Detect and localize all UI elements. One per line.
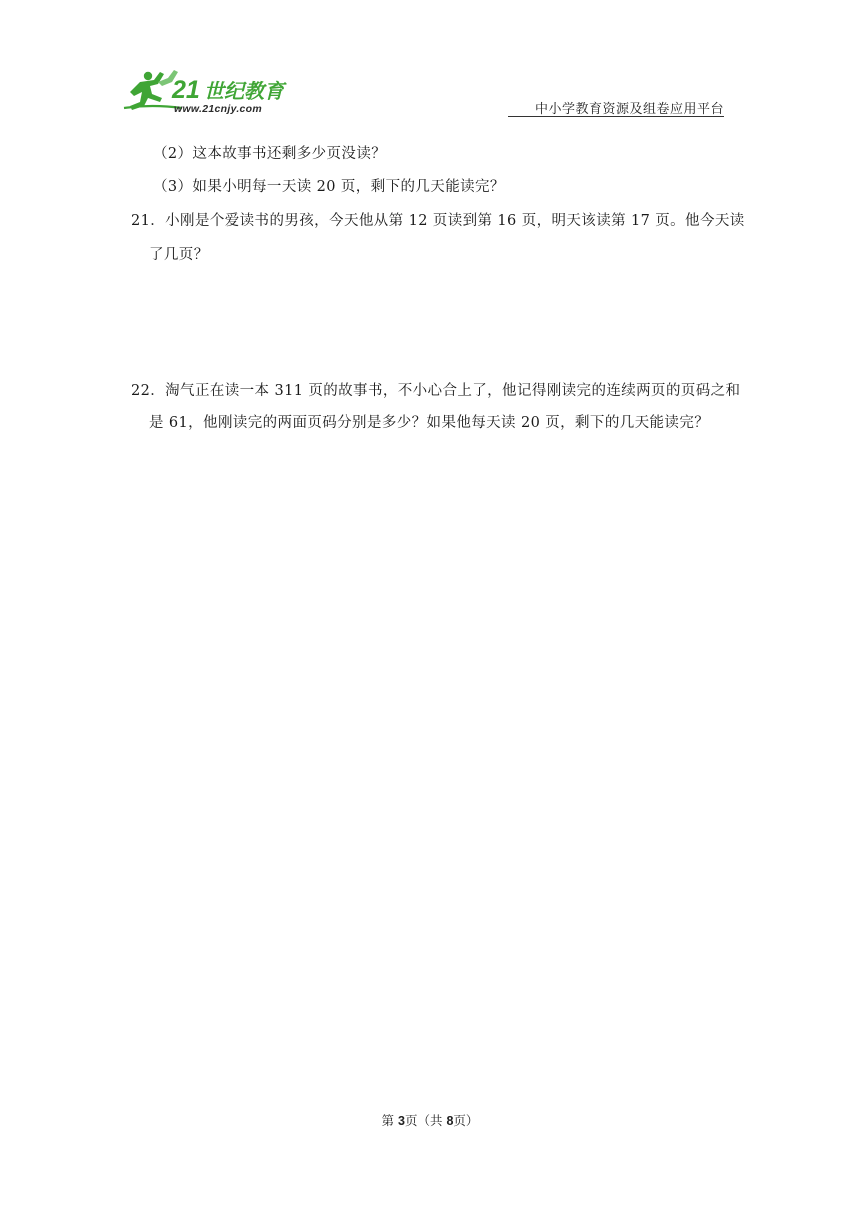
svg-text:www.21cnjy.com: www.21cnjy.com <box>174 103 263 115</box>
question-21-text-line1: 小刚是个爱读书的男孩，今天他从第 12 页读到第 16 页，明天该读第 17 页。他今天读 <box>165 213 745 229</box>
footer-middle: 页（共 <box>404 1113 447 1128</box>
svg-text:世纪教育: 世纪教育 <box>204 79 284 103</box>
question-22-text-line1: 淘气正在读一本 311 页的故事书，不小心合上了，他记得刚读完的连续两页的页码之和 <box>165 383 741 399</box>
header-divider <box>508 116 724 117</box>
svg-text:21: 21 <box>172 76 200 104</box>
question-21-text-line2: 了几页？ <box>149 247 209 263</box>
footer-suffix: 页） <box>453 1113 479 1128</box>
question-22-number: 22． <box>131 383 166 399</box>
question-21 <box>131 211 745 231</box>
question-20-part-2: （2）这本故事书还剩多少页没读？ <box>153 146 387 162</box>
footer-current-page: 3 <box>398 1114 405 1128</box>
question-22 <box>131 381 740 401</box>
footer-prefix: 第 <box>381 1113 399 1128</box>
question-21-number: 21． <box>131 213 166 229</box>
question-20-part-3: （3）如果小明每一天读 20 页，剩下的几天能读完？ <box>153 179 505 195</box>
platform-title: 中小学教育资源及组卷应用平台 <box>534 102 724 117</box>
brand-logo <box>122 68 292 116</box>
page-header <box>0 0 860 130</box>
footer-total-pages: 8 <box>446 1114 454 1128</box>
logo-graphic <box>122 68 292 116</box>
page-footer <box>0 1111 860 1129</box>
question-22-text-line2: 是 61，他刚读完的两面页码分别是多少？如果他每天读 20 页，剩下的几天能读完？ <box>149 415 710 431</box>
